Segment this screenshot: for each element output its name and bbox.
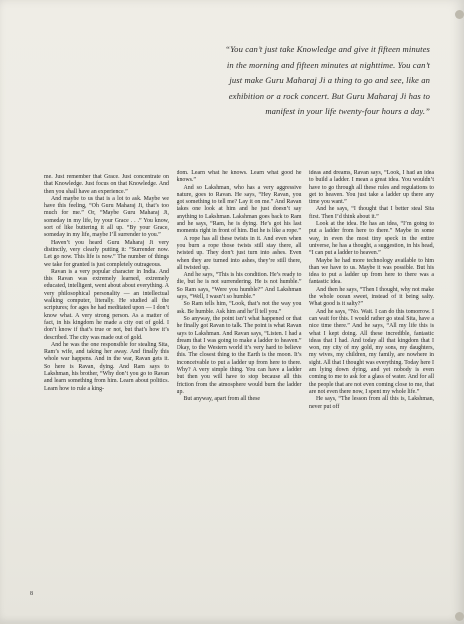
paragraph: Ravan is a very popular character in India. And this Ravan was extremely learned, extremely educated, intelligent, went about about everything. A very philosophical personality — an intellectual walking computer, literally. He studied all the scriptures; for ages he had meditated upon — I don’t know what. A very strong person. As a matter of fact, in his kingdom he made a city out of gold. I don’t know if that’s true or not, but that’s how it’s described. The city was made out of gold.: [44, 268, 169, 341]
paragraph: And he says, “This is his condition. He’s ready to die, but he is not surrendering. He is not humble.” So Ram says, “Were you humble?” And Lakshman says, “Well, I wasn’t so humble.”: [176, 272, 302, 301]
page-number: 8: [30, 591, 33, 597]
paragraph: Haven’t you heard Guru Maharaj Ji very distinctly, very clearly putting it: “Surrender now. Let go now. This life is now.” The number of things we take for granted is just completely outrageous.: [44, 239, 169, 268]
pull-quote: “You can’t just take Knowledge and give it fifteen minutes in the morning and fifteen minutes at nighttime. You can’t just make Guru Maharaj Ji a thing to go and see, like an exhibition or a rock concert. But Guru Maharaj Ji has to manifest in your life twenty-four hours a day.”: [225, 44, 430, 116]
paragraph: ideas and dreams, Ravan says, “Look, I had an idea to build a ladder. I mean a great idea. You wouldn’t have to go through all these rules and regulations to get to heaven. You just take a ladder up there any time you want.”: [309, 170, 434, 206]
text-column-1: [44, 174, 169, 580]
punch-hole: [455, 10, 464, 19]
paragraph: So anyway, the point isn’t what happened or that he finally got Ravan to talk. The point is what Ravan says to Lakshman. And Ravan says, “Listen. I had a dream that I was going to make a ladder to heaven.” Okay, to the Western world it’s very hard to believe this. The closest thing to the Earth is the moon. It’s inconceivable to put a ladder up from here to there. Why? A very simple thing. You can have a ladder but then you will have to stop because all this friction from the atmosphere would burn the ladder up.: [176, 315, 302, 395]
body-text: [44, 170, 434, 580]
text-column-2: [177, 170, 302, 580]
paragraph: A rope has all these twists in it. And even when you burn a rope those twists still stay there, all twisted up. They don’t just turn into ashes. Even when they are turned into ashes, they’re still there, all twisted up.: [176, 235, 302, 271]
paragraph: And he was the one responsible for stealing Sita, Ram’s wife, and taking her away. And finally this whole war happens. And in the war, Ravan gets it. So here is Ravan, dying. And Ram says to Lakshman, his brother, “Why don’t you go to Ravan and learn something from him. Learn about politics. Learn how to rule a king-: [44, 341, 169, 392]
paragraph: And he says, “I thought that I better steal Sita first. Then I’d think about it.”: [309, 206, 434, 220]
paragraph: me. Just remember that Grace. Just concentrate on that Knowledge. Just focus on that Knowledge. And then you shall have an experience.”: [44, 174, 169, 195]
paragraph: And he says, “No. Wait. I can do this tomorrow. I can wait for this. I would rather go steal Sita, have a nice time there.” And he says, “All my life this is what I kept doing. All these incredible, fantastic ideas that I had. And today all that kingdom that I won, my city of my gold, my sons, my daughters, my wives, my children, my family, are nowhere in sight. All that I thought was everything. Today here I am lying down dying, and yet nobody is even coming to me to ask for a glass of water. And for all the people that are not even coming close to me, that are not even there now, I spent my whole life.”: [309, 308, 434, 395]
paragraph: But anyway, apart from all these: [183, 396, 260, 403]
paragraph: He says, “The lesson from all this is, Lakshman, never put off: [309, 396, 434, 410]
paragraph: And so Lakshman, who has a very aggressive nature, goes to Ravan. He says, “Hey Ravan, you got something to tell me? Lay it on me.” And Ravan takes one look at him and he just doesn’t say anything to Lakshman. Lakshman goes back to Ram and he says, “Ram, he is dying. He’s got his last moments right in front of him. But he is like a rope.”: [176, 184, 302, 235]
paragraph: Maybe he had more technology available to him than we have to us. Maybe it was possible. But his idea to put a ladder up from here to there was a fantastic idea.: [309, 257, 434, 286]
paragraph: And then he says, “Then I thought, why not make the whole ocean sweet, instead of it being salty. What good is it salty?”: [309, 286, 434, 308]
paragraph: Look at the idea. He has an idea, “I’m going to put a ladder from here to there.” Maybe in some way, in even the most tiny speck in the entire universe, he has a thought, a suggestion, in his head, “I can put a ladder to heaven.”: [309, 221, 434, 257]
paragraph: And maybe to us that is a lot to ask. Maybe we have this feeling, “Oh Guru Maharaj Ji, that’s too much for me.” Or, “Maybe Guru Maharaj Ji, someday in my life, by your Grace . . .” You know, sort of like buttering it all up. “By your Grace, someday in my life, maybe I’ll surrender to you.”: [44, 195, 169, 239]
paragraph: So Ram tells him, “Look, that’s not the way you ask. Be humble. Ask him and he’ll tell you.”: [176, 301, 302, 315]
punch-hole: [455, 612, 464, 621]
text-column-3: [309, 170, 434, 580]
paragraph: dom. Learn what he knows. Learn what good he knows.”: [176, 170, 302, 184]
